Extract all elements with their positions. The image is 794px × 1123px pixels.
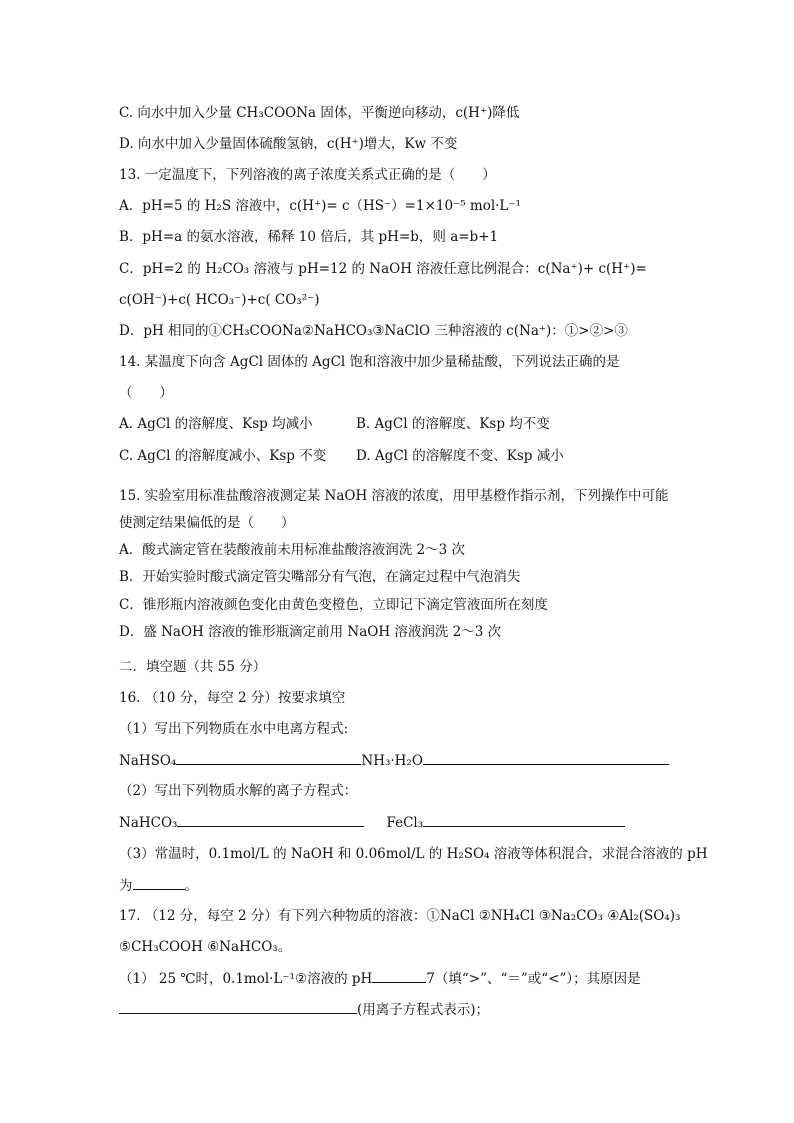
q16-part3-suffix: 。 <box>184 878 198 894</box>
q17-part1-suffix: 7（填“>”、“＝”或“<”）；其原因是 <box>426 971 641 987</box>
q12-option-d: D. 向水中加入少量固体硫酸氢钠，c(H⁺)增大，Kw 不变 <box>119 136 458 152</box>
section-heading: 二．填空题（共 55 分） <box>119 659 267 675</box>
q13-option-c-line2: c(OH⁻)+c( HCO₃⁻)+c( CO₃²⁻) <box>119 292 320 308</box>
q12-option-c: C. 向水中加入少量 CH₃COONa 固体，平衡逆向移动，c(H⁺)降低 <box>119 105 520 121</box>
q15-option-a: A．酸式滴定管在装酸液前未用标准盐酸溶液润洗 2～3 次 <box>119 542 466 558</box>
nh3-h2o-label: NH₃·H₂O <box>361 753 423 769</box>
nahso4-answer-blank[interactable] <box>176 751 361 765</box>
q16-part2-blanks <box>119 813 625 832</box>
q17-ionic-equation-blank[interactable] <box>119 1000 357 1014</box>
q14-answer-bracket: （ ） <box>119 385 173 401</box>
q13-option-d: D．pH 相同的①CH₃COONa②NaHCO₃③NaClO 三种溶液的 c(Na⁺)：①>②>③ <box>119 323 628 339</box>
q16-part3-prefix: 为 <box>119 878 133 894</box>
q16-part1-blanks <box>119 751 669 770</box>
q16-part3-line1: （3）常温时，0.1mol/L 的 NaOH 和 0.06mol/L 的 H₂SO₄ 溶液等体积混合，求混合溶液的 pH <box>119 846 708 862</box>
q15-stem-line2: 使测定结果偏低的是（ ） <box>119 515 295 531</box>
q14-option-a: A. AgCl 的溶解度、Ksp 均减小 <box>119 416 313 432</box>
nahco3-answer-blank[interactable] <box>177 813 364 827</box>
q17-stem-line2: ⑤CH₃COOH ⑥NaHCO₃。 <box>119 939 292 955</box>
q17-part1-prefix: （1） 25 ℃时，0.1mol·L⁻¹②溶液的 pH <box>119 971 373 987</box>
q17-stem-line1: 17. （12 分，每空 2 分）有下列六种物质的溶液：①NaCl ②NH₄Cl ③Na₂CO₃ ④Al₂(SO₄)₃ <box>119 908 681 924</box>
q15-option-d: D．盛 NaOH 溶液的锥形瓶滴定前用 NaOH 溶液润洗 2～3 次 <box>119 624 502 640</box>
q17-part1-note: (用离子方程式表示)； <box>357 1002 490 1018</box>
q14-option-b: B. AgCl 的溶解度、Ksp 均不变 <box>356 416 550 432</box>
q15-option-b: B．开始实验时酸式滴定管尖嘴部分有气泡，在滴定过程中气泡消失 <box>119 569 521 585</box>
q13-stem: 13. 一定温度下，下列溶液的离子浓度关系式正确的是（ ） <box>119 167 496 183</box>
q14-option-d: D. AgCl 的溶解度不变、Ksp 减小 <box>356 448 564 464</box>
nahco3-label: NaHCO₃ <box>119 815 178 831</box>
fecl3-answer-blank[interactable] <box>423 813 625 827</box>
q17-part1-line2 <box>119 1000 489 1019</box>
nh3-h2o-answer-blank[interactable] <box>423 751 669 765</box>
q16-part1: （1）写出下列物质在水中电离方程式: <box>119 721 349 737</box>
nahso4-label: NaHSO₄ <box>119 753 177 769</box>
q16-part2: （2）写出下列物质水解的离子方程式： <box>119 783 358 799</box>
q15-option-c: C．锥形瓶内溶液颜色变化由黄色变橙色，立即记下滴定管液面所在刻度 <box>119 597 548 613</box>
ph-answer-blank[interactable] <box>133 876 185 890</box>
q16-stem: 16. （10 分，每空 2 分）按要求填空 <box>119 690 346 706</box>
q14-option-c: C. AgCl 的溶解度减小、Ksp 不变 <box>119 448 327 464</box>
q13-option-a: A．pH=5 的 H₂S 溶液中，c(H⁺)= c（HS⁻）=1×10⁻⁵ mol·L⁻¹ <box>119 198 521 214</box>
q15-stem-line1: 15. 实验室用标准盐酸溶液测定某 NaOH 溶液的浓度，用甲基橙作指示剂，下列操作中可能 <box>119 488 669 504</box>
q17-ph-blank[interactable] <box>372 969 426 983</box>
q14-stem: 14. 某温度下向含 AgCl 固体的 AgCl 饱和溶液中加少量稀盐酸，下列说法正确的是 <box>119 354 620 370</box>
q17-part1-line1 <box>119 969 641 988</box>
fecl3-label: FeCl₃ <box>386 815 424 831</box>
q13-option-b: B．pH=a 的氨水溶液，稀释 10 倍后，其 pH=b，则 a=b+1 <box>119 229 499 245</box>
q16-part3-line2 <box>119 876 198 895</box>
q13-option-c-line1: C．pH=2 的 H₂CO₃ 溶液与 pH=12 的 NaOH 溶液任意比例混合：c(Na⁺)+ c(H⁺)= <box>119 261 647 277</box>
